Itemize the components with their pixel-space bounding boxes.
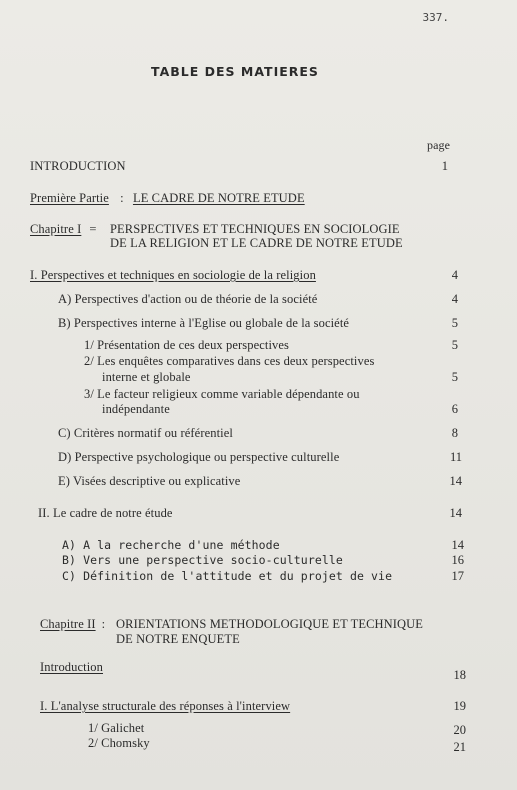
part-heading [30,191,305,205]
toc-entry-1b2-line2: interne et globale [102,370,191,384]
toc-entry-1d: D) Perspective psychologique ou perspective culturelle [58,450,340,464]
toc-entry-2c: C) Définition de l'attitude et du projet de vie [62,569,393,583]
toc-page-1d: 11 [449,450,462,464]
toc-page-ch2-1-2: 21 [453,740,466,754]
toc-page-1c: 8 [451,426,458,440]
toc-entry-introduction: INTRODUCTION [30,159,126,173]
toc-entry-2b: B) Vers une perspective socio-culturelle [62,553,343,567]
page-title: TABLE DES MATIERES [151,64,319,79]
toc-entry-1e: E) Visées descriptive ou explicative [58,474,241,488]
toc-page-1b2: 5 [451,370,458,384]
chapter-1-label: Chapitre I = [30,222,97,236]
toc-section-ch2-1: I. L'analyse structurale des réponses à l'interview [40,699,291,713]
page-number: 337. [422,11,449,24]
toc-entry-1b2: 2/ Les enquêtes comparatives dans ces deux perspectives [84,354,375,368]
part-title: LE CADRE DE NOTRE ETUDE [132,191,305,205]
page-column-header: page [427,138,451,152]
toc-entry-1a: A) Perspectives d'action ou de théorie de la société [58,292,318,306]
part-separator: : [120,191,124,205]
toc-entry-1c: C) Critères normatif ou référentiel [58,426,233,440]
toc-page-1e: 14 [449,474,462,488]
toc-section-2: II. Le cadre de notre étude [38,506,173,520]
toc-entry-2a: A) A la recherche d'une méthode [62,538,280,552]
toc-page-ch2-introduction: 18 [453,668,466,682]
chapter-2-label: Chapitre II : [40,617,106,631]
chapter-1-title-line1: PERSPECTIVES ET TECHNIQUES EN SOCIOLOGIE [110,222,400,236]
toc-page-section-1: 4 [451,268,458,282]
toc-page-2c: 17 [451,569,464,583]
toc-entry-ch2-1-2: 2/ Chomsky [88,736,150,750]
toc-entry-1b3: 3/ Le facteur religieux comme variable dépendante ou [84,387,360,401]
toc-page-1b: 5 [451,316,458,330]
toc-entry-ch2-1-1: 1/ Galichet [88,721,145,735]
toc-entry-1b: B) Perspectives interne à l'Eglise ou globale de la société [58,316,350,330]
toc-page-introduction: 1 [441,159,448,173]
toc-section-1: I. Perspectives et techniques en sociologie de la religion [30,268,316,282]
toc-page-ch2-1: 19 [453,699,466,713]
toc-page-1b3: 6 [451,402,458,416]
chapter-2-title-line1: ORIENTATIONS METHODOLOGIQUE ET TECHNIQUE [116,617,424,631]
toc-page-ch2-1-1: 20 [453,723,466,737]
toc-page-2b: 16 [451,553,464,567]
part-label: Première Partie [30,191,109,205]
toc-entry-1b3-line2: indépendante [102,402,170,416]
toc-entry-ch2-introduction: Introduction [40,660,103,674]
chapter-2-title-line2: DE NOTRE ENQUETE [116,632,240,646]
toc-page-2a: 14 [451,538,464,552]
toc-page-1a: 4 [451,292,458,306]
toc-page-1b1: 5 [451,338,458,352]
toc-page-section-2: 14 [449,506,462,520]
chapter-1-title-line2: DE LA RELIGION ET LE CADRE DE NOTRE ETUDE [110,236,403,250]
toc-entry-1b1: 1/ Présentation de ces deux perspectives [84,338,289,352]
